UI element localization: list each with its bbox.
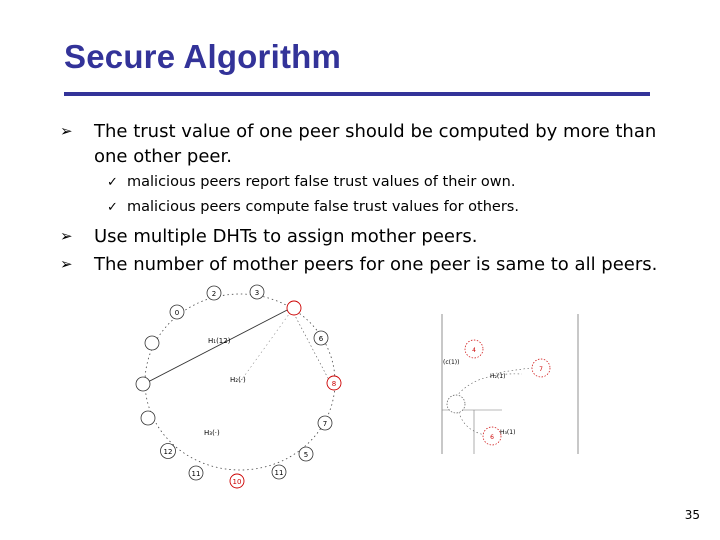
node-label: 11 — [274, 469, 284, 477]
hash-label: H₁(12) — [208, 337, 231, 345]
ring-node — [272, 465, 286, 479]
sub-bullet-2-text: malicious peers compute false trust values for others. — [127, 199, 519, 215]
ring-node — [327, 376, 341, 390]
node-label: 8 — [331, 380, 337, 388]
ring-node — [287, 301, 301, 315]
zoomed-ring-diagram — [432, 312, 592, 460]
node-label: 3 — [254, 289, 260, 297]
arrow-bullet-icon: ➢ — [60, 122, 73, 140]
node-label: 7 — [322, 420, 328, 428]
node-label: 6 — [490, 434, 494, 441]
node-label: 12 — [163, 448, 173, 456]
node-label: 7 — [539, 366, 543, 373]
bullet-3-text: The number of mother peers for one peer is same to all peers. — [94, 254, 658, 275]
arrow-bullet-icon: ➢ — [60, 255, 73, 273]
check-bullet-icon: ✓ — [107, 175, 118, 190]
hash-label: H₂(·) — [230, 376, 246, 384]
hash-label: H₃(1) — [500, 429, 516, 436]
node-label: 0 — [174, 309, 180, 317]
title-divider — [64, 92, 650, 96]
hash-label: (c(1)) — [443, 359, 460, 366]
node-label: 4 — [472, 347, 476, 354]
bullet-1-line-2: one other peer. — [94, 146, 232, 167]
ring-node — [170, 305, 184, 319]
arc-path — [454, 374, 522, 400]
ring-node — [145, 336, 159, 350]
chord-line — [144, 307, 293, 384]
node-label: 11 — [191, 470, 201, 478]
node-label: 6 — [318, 335, 324, 343]
hash-label: H₂(1) — [490, 373, 506, 380]
chord-line-dotted — [292, 310, 330, 382]
ring-node — [189, 466, 203, 480]
node-label: 10 — [232, 478, 242, 486]
dht-ring-diagram — [130, 282, 350, 492]
bullet-1-line-1: The trust value of one peer should be computed by more than — [94, 121, 657, 142]
hash-label: H₃(·) — [204, 429, 220, 437]
node-label: 5 — [303, 451, 309, 459]
sub-bullet-1-text: malicious peers report false trust values of their own. — [127, 174, 516, 190]
ring-node — [250, 285, 264, 299]
ring-node — [161, 444, 176, 459]
node-label: 2 — [211, 290, 217, 298]
zoom-node — [532, 359, 550, 377]
ring-node — [230, 474, 244, 488]
ring-node — [299, 447, 313, 461]
ring-node — [318, 416, 332, 430]
ring-node — [207, 286, 221, 300]
check-bullet-icon: ✓ — [107, 200, 118, 215]
ring-node — [314, 331, 328, 345]
zoom-node — [447, 395, 465, 413]
zoom-node — [483, 427, 501, 445]
page-number: 35 — [684, 508, 700, 522]
slide-title: Secure Algorithm — [64, 38, 342, 75]
ring-node — [136, 377, 150, 391]
arrow-bullet-icon: ➢ — [60, 227, 73, 245]
ring-node — [141, 411, 155, 425]
bullet-2-text: Use multiple DHTs to assign mother peers. — [94, 226, 478, 247]
zoom-node — [465, 340, 483, 358]
